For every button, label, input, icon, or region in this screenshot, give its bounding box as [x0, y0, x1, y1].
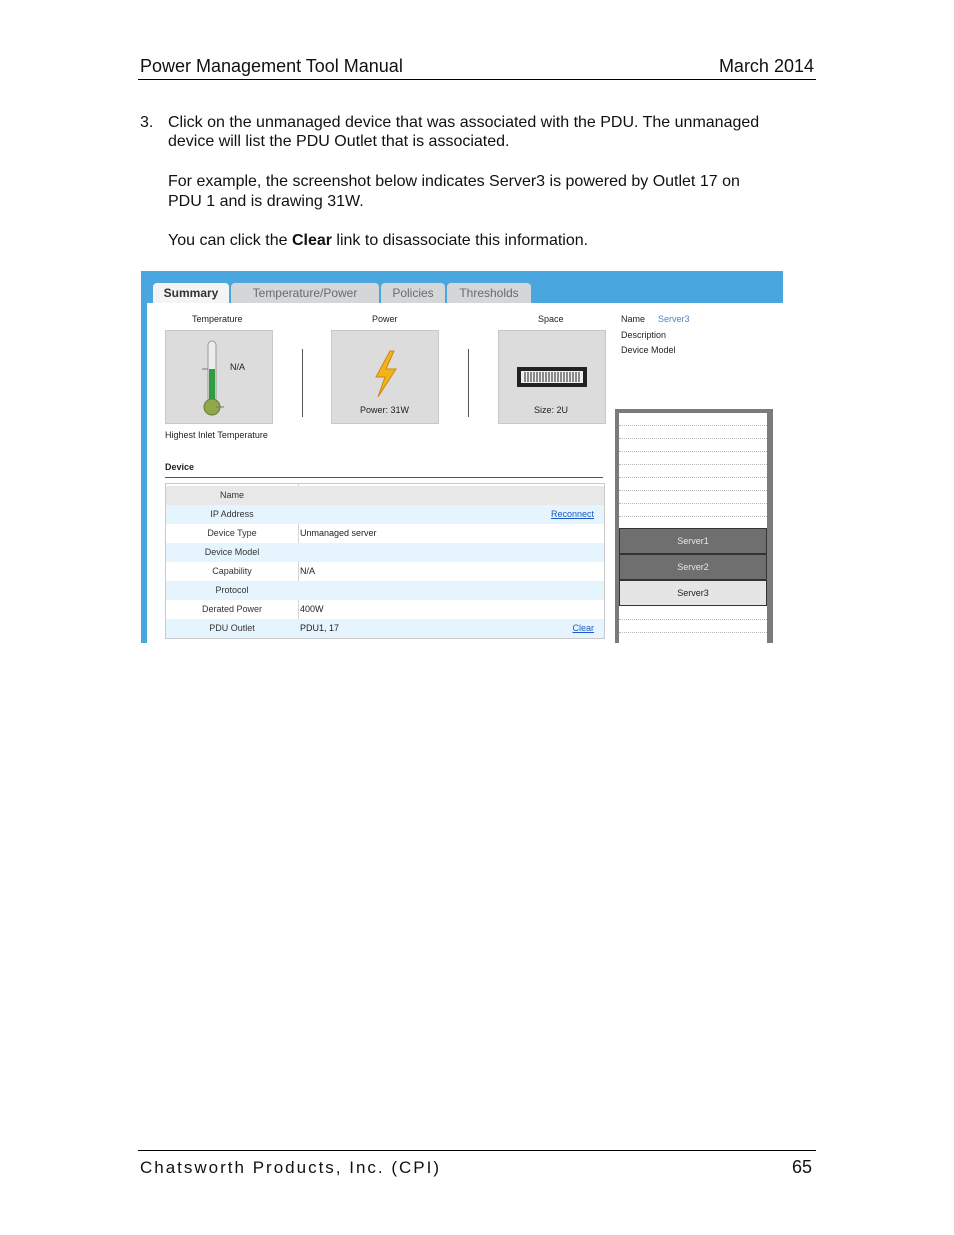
- rack-unit-line: [619, 516, 767, 517]
- rack-unit-line: [619, 451, 767, 452]
- row-value: PDU1, 17: [300, 623, 340, 633]
- embedded-screenshot: [141, 271, 783, 643]
- reconnect-link[interactable]: Reconnect: [550, 509, 594, 519]
- row-label: PDU Outlet: [209, 623, 255, 633]
- tab-thresholds[interactable]: Thresholds: [447, 283, 531, 303]
- doc-title: Power Management Tool Manual: [140, 56, 403, 76]
- row-label: IP Address: [210, 509, 254, 519]
- table-row: [166, 524, 604, 543]
- rack-slot-server1[interactable]: Server1: [619, 528, 767, 554]
- row-value: 400W: [300, 604, 324, 614]
- rack-slot-server2[interactable]: Server2: [619, 554, 767, 580]
- lightning-bolt-icon: [370, 349, 400, 399]
- footer-company: Chatsworth Products, Inc. (CPI): [140, 1158, 442, 1177]
- table-header-name: Name: [219, 490, 244, 500]
- rack-unit-line: [619, 477, 767, 478]
- example-line-2: PDU 1 and is drawing 31W.: [168, 193, 364, 210]
- step-line-1: Click on the unmanaged device that was associated with the PDU. The unmanaged: [168, 114, 760, 131]
- table-row: [166, 581, 604, 600]
- row-value: N/A: [300, 566, 316, 576]
- rack-slot-server3[interactable]: Server3: [619, 580, 767, 606]
- info-name-value: Server3: [658, 314, 690, 324]
- divider: [468, 349, 469, 417]
- power-label: Power: [372, 314, 398, 324]
- temperature-label: Temperature: [192, 314, 243, 324]
- rack-unit-line: [619, 619, 767, 620]
- row-label: Device Type: [207, 528, 257, 538]
- divider: [302, 349, 303, 417]
- temperature-card: [165, 330, 273, 424]
- rack-unit-line: [619, 464, 767, 465]
- tab-summary[interactable]: Summary: [153, 283, 229, 303]
- info-model-label: Device Model: [621, 345, 676, 355]
- device-table: [165, 483, 605, 639]
- info-description-label: Description: [621, 330, 667, 340]
- clear-instruction: [168, 231, 588, 251]
- table-header-row: [166, 486, 604, 505]
- table-row: [166, 543, 604, 562]
- rack-diagram: [615, 409, 773, 643]
- device-heading: Device: [165, 462, 195, 472]
- device-rule: [165, 477, 603, 478]
- left-frame: [141, 303, 147, 643]
- table-row: [166, 619, 604, 638]
- footer-rule: [138, 1150, 816, 1151]
- row-label: Derated Power: [201, 604, 263, 614]
- row-value: Unmanaged server: [300, 528, 377, 538]
- server-unit-icon: [517, 367, 587, 387]
- clear-instruction-bold: Clear: [291, 232, 332, 249]
- table-row: [166, 600, 604, 619]
- page-number: 65: [791, 1157, 812, 1177]
- step-line-2: device will list the PDU Outlet that is associated.: [168, 133, 510, 150]
- header-rule: [138, 79, 816, 80]
- row-label: Device Model: [204, 547, 260, 557]
- temperature-value: N/A: [230, 362, 246, 372]
- row-label: Protocol: [215, 585, 249, 595]
- step-number: 3.: [140, 114, 154, 131]
- rack-unit-line: [619, 438, 767, 439]
- rack-unit-line: [619, 503, 767, 504]
- table-row: [166, 505, 604, 524]
- example-line-1: For example, the screenshot below indicates Server3 is powered by Outlet 17 on: [168, 173, 740, 190]
- temperature-caption: Highest Inlet Temperature: [165, 430, 268, 440]
- tab-policies[interactable]: Policies: [381, 283, 445, 303]
- tab-temperature-power[interactable]: Temperature/Power: [231, 283, 379, 303]
- power-card: [331, 330, 439, 424]
- rack-unit-line: [619, 490, 767, 491]
- clear-link[interactable]: Clear: [572, 623, 594, 633]
- clear-instruction-suffix: link to disassociate this information.: [331, 232, 589, 249]
- rack-unit-line: [619, 632, 767, 633]
- table-row: [166, 562, 604, 581]
- rack-unit-line: [619, 425, 767, 426]
- space-label: Space: [538, 314, 564, 324]
- thermometer-icon: [198, 339, 238, 419]
- row-label: Capability: [212, 566, 252, 576]
- power-value: Power: 31W: [360, 405, 410, 415]
- clear-instruction-prefix: You can click the: [168, 232, 292, 249]
- space-card: [498, 330, 606, 424]
- info-name-label: Name: [621, 314, 646, 324]
- space-value: Size: 2U: [534, 405, 569, 415]
- doc-date: March 2014: [718, 56, 814, 76]
- rack-interior: [619, 413, 767, 643]
